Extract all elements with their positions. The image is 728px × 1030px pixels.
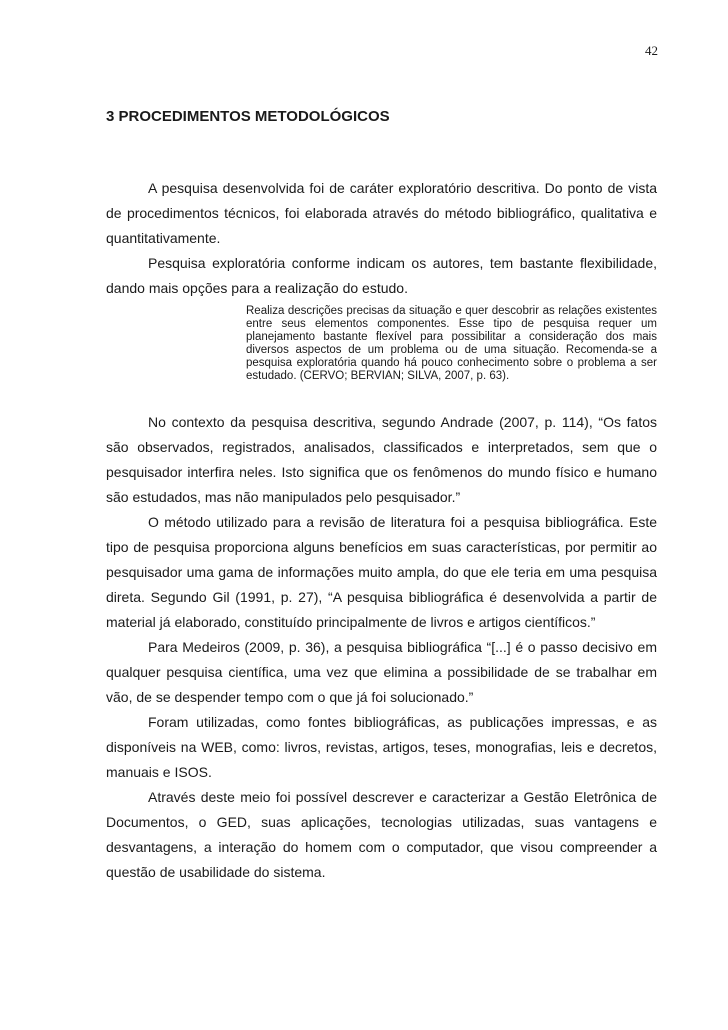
paragraph: No contexto da pesquisa descritiva, segundo Andrade (2007, p. 114), “Os fatos são observados, registrados, analisados, classificados e interpretados, sem que o pesquisador interfira neles. Isto significa que os fenômenos do mundo físico e humano são estudados, mas não manipulados pelo pesquisador.” [106, 413, 657, 505]
paragraph: Para Medeiros (2009, p. 36), a pesquisa bibliográfica “[...] é o passo decisivo em qualquer pesquisa científica, uma vez que elimina a possibilidade de se trabalhar em vão, de se despender tempo com o que já foi solucionado.” [106, 638, 657, 705]
paragraph: A pesquisa desenvolvida foi de caráter exploratório descritiva. Do ponto de vista de procedimentos técnicos, foi elaborada através do método bibliográfico, qualitativa e quantitativamente. [106, 180, 657, 246]
body-text [106, 176, 657, 885]
block-citation: Realiza descrições precisas da situação e quer descobrir as relações existentes entre seus elementos componentes. Esse tipo de pesquisa requer um planejamento bastante flexível para possibilitar a consideração dos mais diversos aspectos de um problema ou de uma situação. Recomenda-se a pesquisa exploratória quando há pouco conhecimento sobre o problema a ser estudado. (CERVO; BERVIAN; SILVA, 2007, p. 63). [246, 305, 657, 383]
paragraph: Foram utilizadas, como fontes bibliográficas, as publicações impressas, e as disponíveis na WEB, como: livros, revistas, artigos, teses, monografias, leis e decretos, manuais e ISOS. [106, 713, 657, 780]
section-title: 3 PROCEDIMENTOS METODOLÓGICOS [106, 108, 390, 125]
paragraph: O método utilizado para a revisão de literatura foi a pesquisa bibliográfica. Este tipo de pesquisa proporciona alguns benefícios em suas características, por permitir ao pesquisador uma gama de informações muito ampla, do que ele teria em uma pesquisa direta. Segundo Gil (1991, p. 27), “A pesquisa bibliográfica é desenvolvida a partir de material já elaborado, constituído principalmente de livros e artigos científicos.” [106, 513, 657, 630]
page-number: 42 [645, 43, 658, 58]
paragraph: Pesquisa exploratória conforme indicam os autores, tem bastante flexibilidade, dando mais opções para a realização do estudo. [106, 255, 657, 296]
paragraph: Através deste meio foi possível descrever e caracterizar a Gestão Eletrônica de Documentos, o GED, suas aplicações, tecnologias utilizadas, suas vantagens e desvantagens, a interação do homem com o computador, que visou compreender a questão de usabilidade do sistema. [106, 788, 657, 880]
